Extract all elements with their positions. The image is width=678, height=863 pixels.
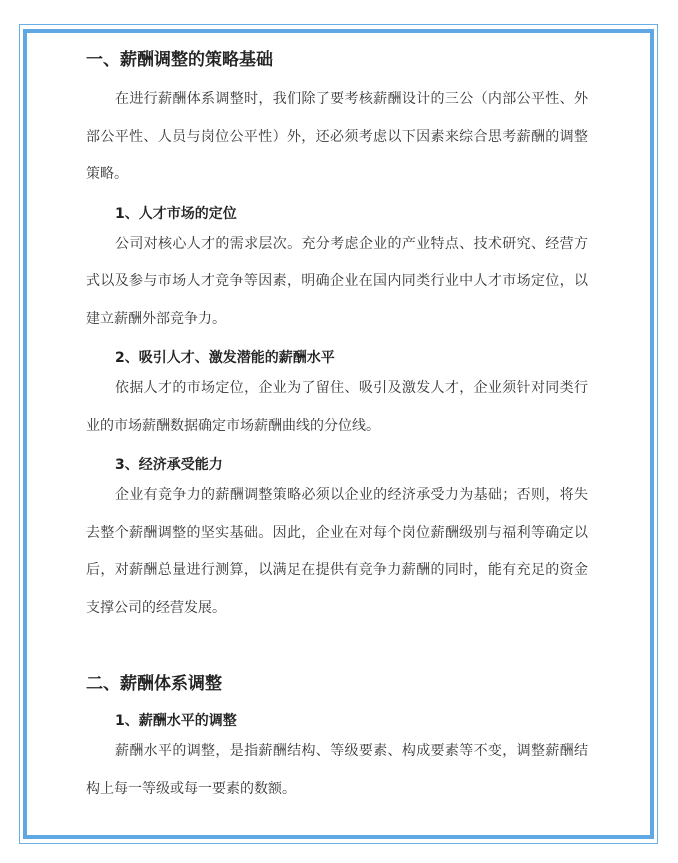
subheading-economic-capacity: 3、经济承受能力 — [115, 457, 223, 473]
paragraph-economic-capacity: 企业有竞争力的薪酬调整策略必须以企业的经济承受力为基础；否则，将失去整个薪酬调整的坚实基础。因此，企业在对每个岗位薪酬级别与福利等确定以后，对薪酬总量进行测算，以满足在提供有竞争力薪酬的同时，能有充足的资金支撑公司的经营发展。 — [86, 487, 588, 616]
article-content — [86, 47, 588, 808]
section-heading-1: 一、薪酬调整的策略基础 — [86, 50, 273, 70]
section-heading-2: 二、薪酬体系调整 — [86, 674, 222, 694]
subheading-salary-level: 1、薪酬水平的调整 — [115, 713, 237, 729]
subheading-attract-talent: 2、吸引人才、激发潜能的薪酬水平 — [115, 350, 335, 366]
paragraph-salary-level: 薪酬水平的调整，是指薪酬结构、等级要素、构成要素等不变，调整薪酬结构上每一等级或每一要素的数额。 — [86, 743, 588, 797]
section-1-intro: 在进行薪酬体系调整时，我们除了要考核薪酬设计的三公（内部公平性、外部公平性、人员与岗位公平性）外，还必须考虑以下因素来综合思考薪酬的调整策略。 — [86, 91, 588, 182]
subheading-talent-market: 1、人才市场的定位 — [115, 205, 237, 222]
paragraph-attract-talent: 依据人才的市场定位，企业为了留住、吸引及激发人才，企业须针对同类行业的市场薪酬数据确定市场薪酬曲线的分位线。 — [86, 380, 588, 434]
paragraph-talent-market: 公司对核心人才的需求层次。充分考虑企业的产业特点、技术研究、经营方式以及参与市场人才竞争等因素，明确企业在国内同类行业中人才市场定位，以建立薪酬外部竞争力。 — [86, 235, 588, 327]
